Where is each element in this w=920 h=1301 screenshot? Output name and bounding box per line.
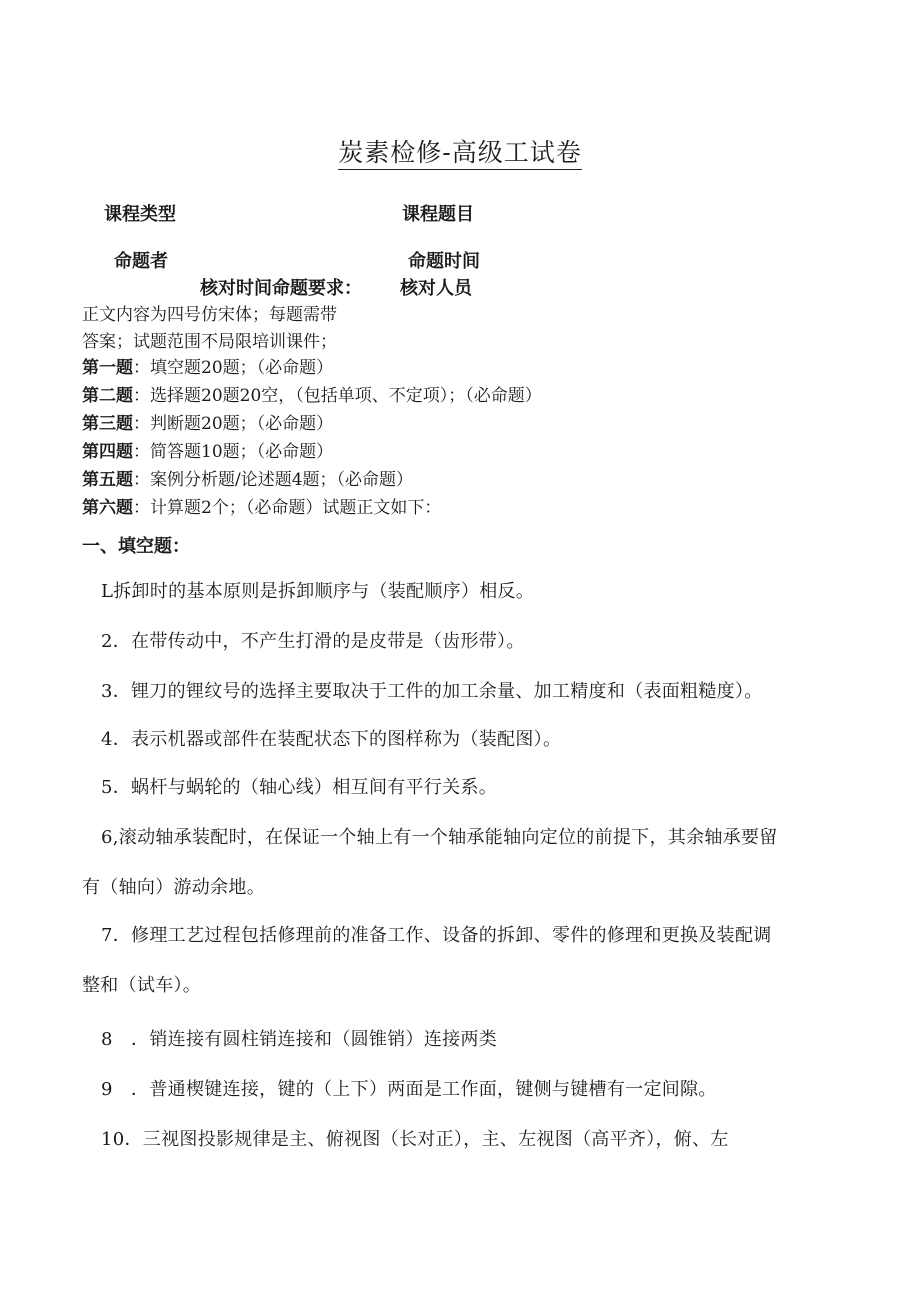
section-label: 第五题: [82, 470, 133, 490]
section-item: [82, 493, 441, 518]
checker-label: 核对人员: [400, 278, 472, 299]
section-text: ：简答题10题；（必命题）: [133, 442, 334, 462]
section-label: 第三题: [82, 414, 133, 434]
question-6-line-1: 6,滚动轴承装配时，在保证一个轴上有一个轴承能轴向定位的前提下，其余轴承要留: [101, 827, 778, 848]
question-3: 3．锂刀的锂纹号的选择主要取决于工件的加工余量、加工精度和（表面粗糙度）。: [101, 681, 763, 702]
section-text: ：计算题2个；（必命题）试题正文如下：: [133, 498, 442, 518]
question-6-line-2: 有（轴向）游动余地。: [82, 877, 265, 898]
section-label: 第一题: [82, 358, 133, 378]
question-10: 10．三视图投影规律是主、俯视图（长对正），主、左视图（高平齐），俯、左: [101, 1129, 729, 1150]
question-9: 9 ．普通楔键连接，键的（上下）两面是工作面，键侧与键槽有一定间隙。: [101, 1079, 717, 1100]
section-item: [82, 353, 333, 378]
question-4: 4．表示机器或部件在装配状态下的图样称为（装配图）。: [101, 729, 562, 750]
requirement-line-2: 答案；试题范围不局限培训课件；: [82, 332, 337, 352]
section-text: ：填空题20题；（必命题）: [133, 358, 334, 378]
section-item: [82, 409, 333, 434]
section-item: [82, 465, 413, 490]
question-2: 2．在带传动中，不产生打滑的是皮带是（齿形带）。: [101, 631, 525, 652]
question-7-line-1: 7．修理工艺过程包括修理前的准备工作、设备的拆卸、零件的修理和更换及装配调: [101, 925, 772, 946]
question-8: 8 ．销连接有圆柱销连接和（圆锥销）连接两类: [101, 1029, 498, 1050]
section-label: 第二题: [82, 386, 133, 406]
requirement-line-1: 正文内容为四号仿宋体；每题需带: [82, 305, 337, 325]
question-7-line-2: 整和（试车）。: [82, 975, 202, 996]
section-item: [82, 381, 542, 406]
course-topic-label: 课程题目: [402, 204, 474, 225]
section-label: 第六题: [82, 498, 133, 518]
section-text: ：判断题20题；（必命题）: [133, 414, 334, 434]
document-title: [0, 133, 920, 169]
section-text: ：案例分析题/论述题4题；（必命题）: [133, 470, 414, 490]
question-5: 5．蜗杆与蜗轮的（轴心线）相互间有平行关系。: [101, 777, 498, 798]
section-item: [82, 437, 333, 462]
course-type-label: 课程类型: [104, 204, 176, 225]
section-text: ：选择题20题20空，（包括单项、不定项）；（必命题）: [133, 386, 542, 406]
author-label: 命题者: [114, 251, 168, 272]
question-1: L拆卸时的基本原则是拆卸顺序与（装配顺序）相反。: [101, 581, 535, 602]
title-text: 炭素检修-高级工试卷: [338, 138, 581, 170]
check-time-requirement-label: 核对时间命题要求：: [200, 278, 362, 299]
author-time-label: 命题时间: [408, 251, 480, 272]
section-label: 第四题: [82, 442, 133, 462]
part-heading: 一、填空题：: [82, 536, 190, 557]
